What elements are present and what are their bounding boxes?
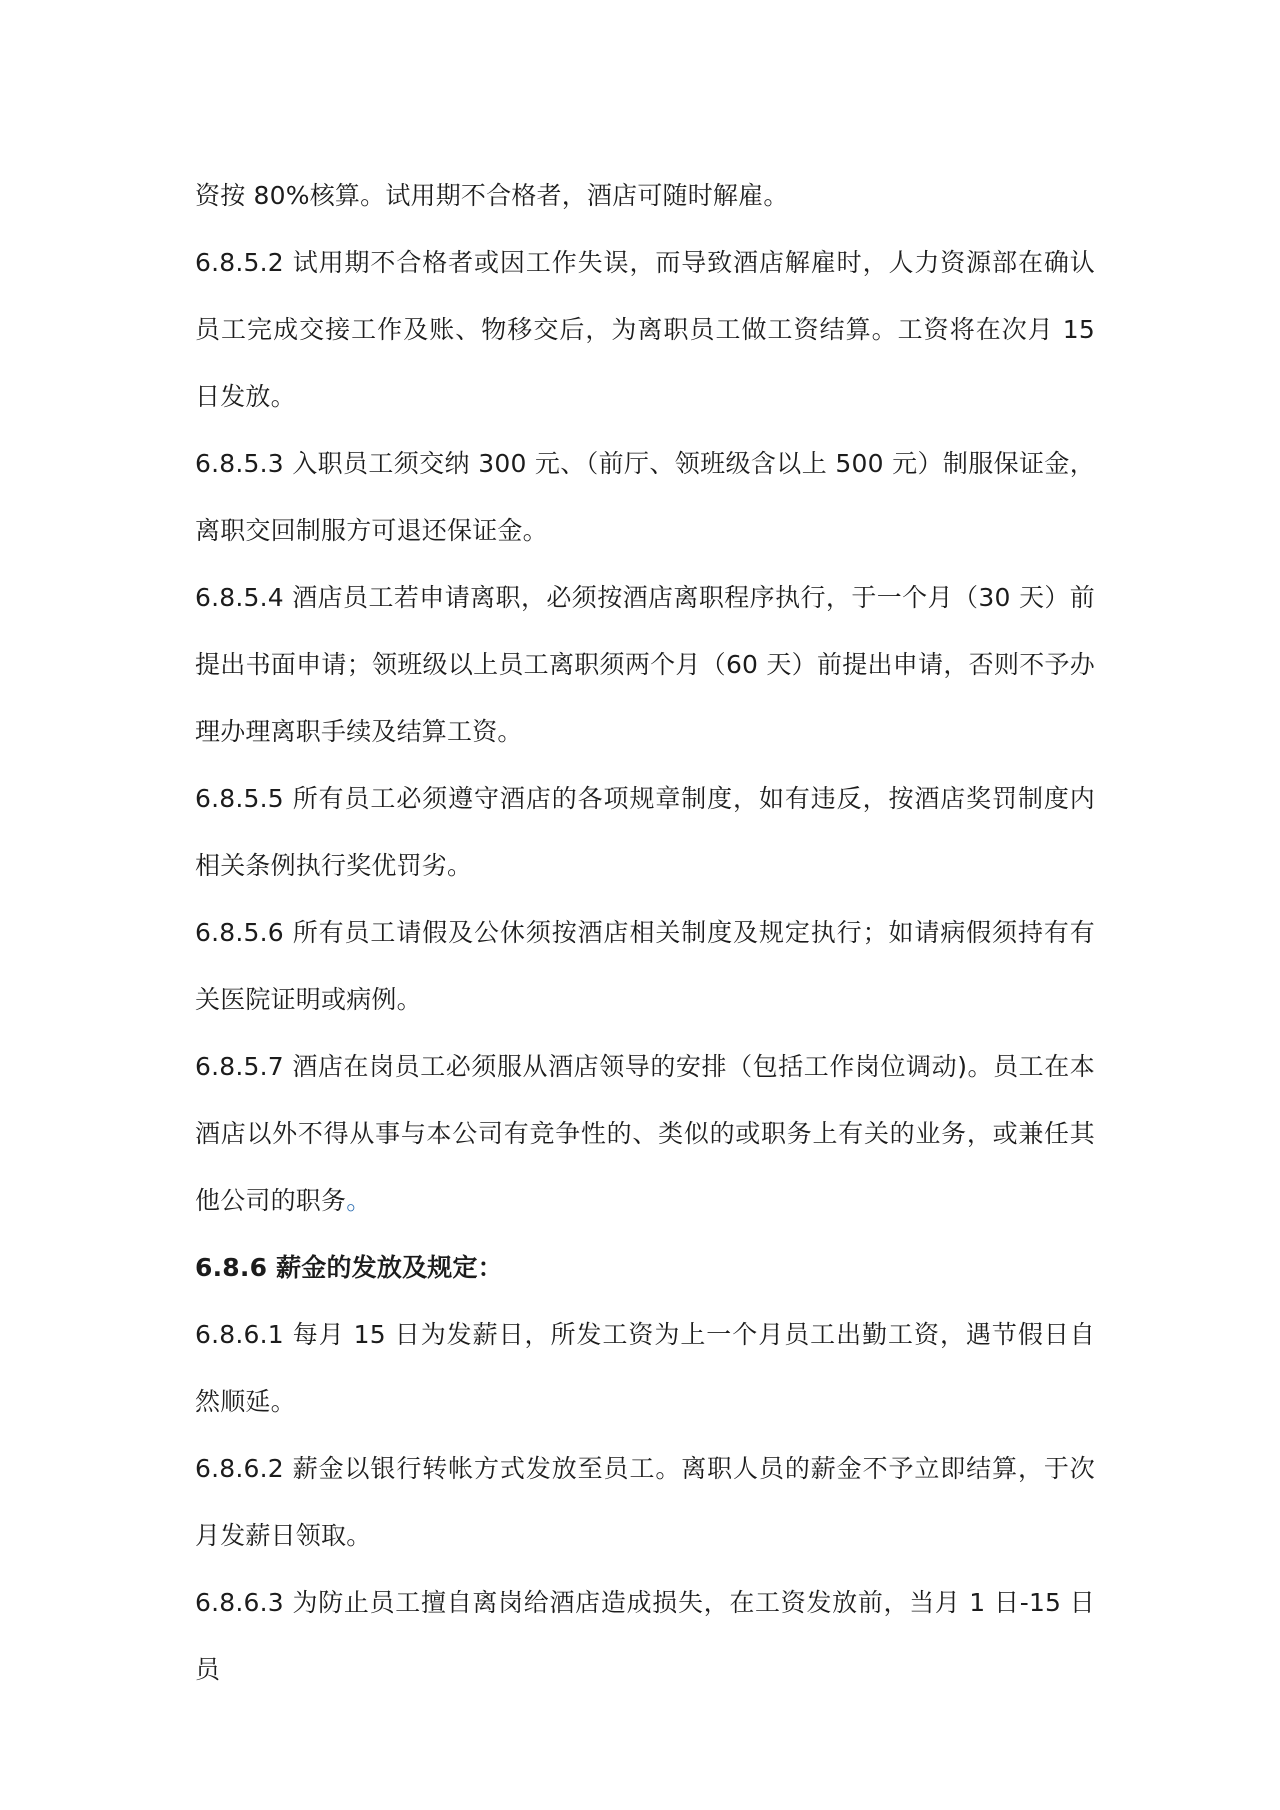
- paragraph-text: 6.8.6.1 每月 15 日为发薪日，所发工资为上一个月员工出勤工资，遇节假日自然顺延。: [195, 1320, 1095, 1416]
- paragraph-tail-mark: 。: [346, 1186, 372, 1215]
- paragraph-text: 6.8.6.3 为防止员工擅自离岗给酒店造成损失，在工资发放前，当月 1 日-15 日员: [195, 1588, 1095, 1684]
- clause-6-8-6-2: [195, 1435, 1095, 1569]
- clause-6-8-5-7: [195, 1033, 1095, 1234]
- paragraph-text: 6.8.5.2 试用期不合格者或因工作失误，而导致酒店解雇时，人力资源部在确认员工完成交接工作及账、物移交后，为离职员工做工资结算。工资将在次月 15 日发放。: [195, 248, 1095, 411]
- document-body: [195, 162, 1095, 1703]
- clause-6-8-5-3: [195, 430, 1095, 564]
- clause-6-8-5-6: [195, 899, 1095, 1033]
- paragraph-continuation: [195, 162, 1095, 229]
- paragraph-text: 资按 80%核算。试用期不合格者，酒店可随时解雇。: [195, 181, 789, 210]
- clause-6-8-6-3: [195, 1569, 1095, 1703]
- section-heading-6-8-6: [195, 1234, 1095, 1301]
- paragraph-text: 6.8.5.5 所有员工必须遵守酒店的各项规章制度，如有违反，按酒店奖罚制度内相关条例执行奖优罚劣。: [195, 784, 1095, 880]
- paragraph-text: 6.8.6.2 薪金以银行转帐方式发放至员工。离职人员的薪金不予立即结算，于次月发薪日领取。: [195, 1454, 1095, 1550]
- clause-6-8-5-5: [195, 765, 1095, 899]
- clause-6-8-6-1: [195, 1301, 1095, 1435]
- heading-text: 6.8.6 薪金的发放及规定：: [195, 1253, 503, 1282]
- paragraph-text: 6.8.5.3 入职员工须交纳 300 元、（前厅、领班级含以上 500 元）制服保证金，离职交回制服方可退还保证金。: [195, 449, 1095, 545]
- paragraph-text: 6.8.5.6 所有员工请假及公休须按酒店相关制度及规定执行；如请病假须持有有关医院证明或病例。: [195, 918, 1095, 1014]
- paragraph-text: 6.8.5.7 酒店在岗员工必须服从酒店领导的安排（包括工作岗位调动)。员工在本酒店以外不得从事与本公司有竞争性的、类似的或职务上有关的业务，或兼任其他公司的职务: [195, 1052, 1095, 1215]
- clause-6-8-5-2: [195, 229, 1095, 430]
- clause-6-8-5-4: [195, 564, 1095, 765]
- paragraph-text: 6.8.5.4 酒店员工若申请离职，必须按酒店离职程序执行，于一个月（30 天）前提出书面申请；领班级以上员工离职须两个月（60 天）前提出申请，否则不予办理办理离职手续及结算工资。: [195, 583, 1095, 746]
